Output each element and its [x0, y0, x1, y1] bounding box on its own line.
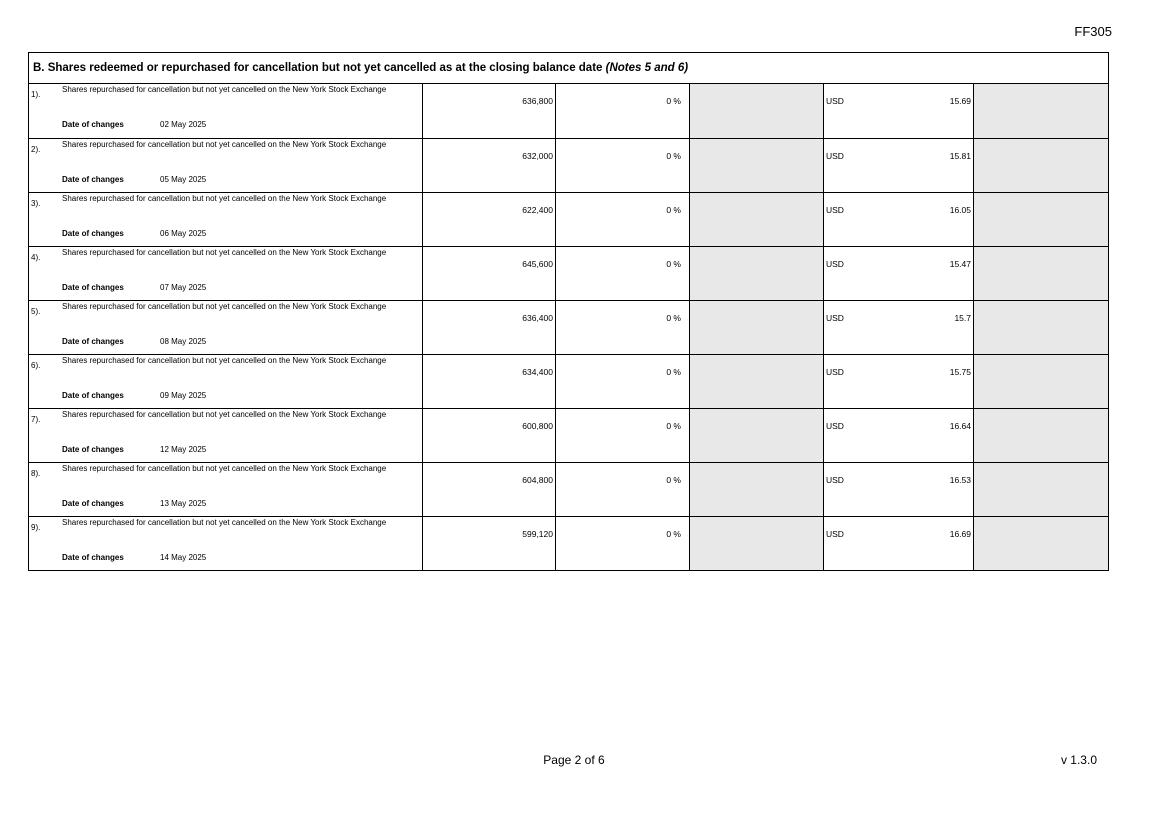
quantity-cell — [423, 409, 556, 462]
quantity-value: 636,800 — [522, 96, 553, 106]
date-of-changes-label: Date of changes — [62, 337, 124, 346]
price-cell — [824, 193, 974, 246]
date-of-changes-value: 14 May 2025 — [160, 553, 207, 562]
greyed-cell — [974, 409, 1108, 462]
row-number: 6). — [31, 361, 41, 370]
quantity-cell — [423, 247, 556, 300]
quantity-value: 645,600 — [522, 259, 553, 269]
currency-value: USD — [826, 475, 844, 485]
price-value: 15.47 — [949, 259, 971, 269]
date-of-changes-value: 07 May 2025 — [160, 283, 207, 292]
date-of-changes-label: Date of changes — [62, 553, 124, 562]
row-number: 3). — [31, 199, 41, 208]
percent-value: 0 % — [666, 421, 681, 431]
row-description: Shares repurchased for cancellation but not yet cancelled on the New York Stock Exchange — [62, 302, 387, 311]
table-rows — [29, 84, 1108, 570]
currency-value: USD — [826, 151, 844, 161]
form-code: FF305 — [1074, 24, 1112, 39]
currency-value: USD — [826, 205, 844, 215]
currency-value: USD — [826, 421, 844, 431]
description-cell — [29, 355, 423, 408]
price-cell — [824, 355, 974, 408]
percent-cell — [556, 247, 690, 300]
table-row — [29, 354, 1108, 408]
greyed-cell — [690, 139, 824, 192]
section-title-text: B. Shares redeemed or repurchased for cancellation but not yet cancelled as at the closing balance date — [33, 62, 603, 74]
date-of-changes-label: Date of changes — [62, 445, 124, 454]
currency-value: USD — [826, 259, 844, 269]
greyed-cell — [690, 193, 824, 246]
percent-cell — [556, 193, 690, 246]
greyed-cell — [690, 517, 824, 570]
price-value: 15.81 — [949, 151, 971, 161]
greyed-cell — [690, 84, 824, 138]
row-description: Shares repurchased for cancellation but not yet cancelled on the New York Stock Exchange — [62, 464, 387, 473]
description-cell — [29, 193, 423, 246]
row-number: 9). — [31, 523, 41, 532]
price-cell — [824, 409, 974, 462]
price-value: 15.7 — [954, 313, 971, 323]
quantity-value: 604,800 — [522, 475, 553, 485]
price-cell — [824, 247, 974, 300]
quantity-cell — [423, 139, 556, 192]
price-value: 16.05 — [949, 205, 971, 215]
price-cell — [824, 84, 974, 138]
table-row — [29, 138, 1108, 192]
table-row — [29, 462, 1108, 516]
price-cell — [824, 139, 974, 192]
date-of-changes-value: 05 May 2025 — [160, 175, 207, 184]
quantity-value: 634,400 — [522, 367, 553, 377]
description-cell — [29, 409, 423, 462]
date-of-changes-label: Date of changes — [62, 499, 124, 508]
table-row — [29, 300, 1108, 354]
price-cell — [824, 301, 974, 354]
row-number: 1). — [31, 90, 41, 99]
date-of-changes-label: Date of changes — [62, 283, 124, 292]
description-cell — [29, 84, 423, 138]
shares-table — [28, 52, 1109, 571]
percent-cell — [556, 355, 690, 408]
date-of-changes-label: Date of changes — [62, 120, 124, 129]
section-title-notes: (Notes 5 and 6) — [605, 62, 689, 74]
percent-cell — [556, 463, 690, 516]
percent-cell — [556, 139, 690, 192]
row-number: 8). — [31, 469, 41, 478]
currency-value: USD — [826, 529, 844, 539]
date-of-changes-value: 02 May 2025 — [160, 120, 207, 129]
percent-value: 0 % — [666, 475, 681, 485]
percent-value: 0 % — [666, 313, 681, 323]
percent-value: 0 % — [666, 96, 681, 106]
quantity-cell — [423, 517, 556, 570]
table-row — [29, 516, 1108, 570]
price-cell — [824, 463, 974, 516]
quantity-value: 622,400 — [522, 205, 553, 215]
greyed-cell — [974, 463, 1108, 516]
row-description: Shares repurchased for cancellation but not yet cancelled on the New York Stock Exchange — [62, 356, 387, 365]
greyed-cell — [974, 193, 1108, 246]
description-cell — [29, 139, 423, 192]
greyed-cell — [974, 517, 1108, 570]
row-description: Shares repurchased for cancellation but not yet cancelled on the New York Stock Exchange — [62, 518, 387, 527]
date-of-changes-label: Date of changes — [62, 391, 124, 400]
currency-value: USD — [826, 96, 844, 106]
greyed-cell — [690, 355, 824, 408]
percent-value: 0 % — [666, 367, 681, 377]
greyed-cell — [690, 247, 824, 300]
quantity-value: 636,400 — [522, 313, 553, 323]
percent-cell — [556, 301, 690, 354]
section-title — [29, 53, 1108, 84]
description-cell — [29, 301, 423, 354]
row-number: 5). — [31, 307, 41, 316]
greyed-cell — [974, 84, 1108, 138]
greyed-cell — [690, 409, 824, 462]
date-of-changes-value: 06 May 2025 — [160, 229, 207, 238]
row-number: 4). — [31, 253, 41, 262]
greyed-cell — [690, 463, 824, 516]
date-of-changes-value: 08 May 2025 — [160, 337, 207, 346]
percent-cell — [556, 84, 690, 138]
date-of-changes-value: 13 May 2025 — [160, 499, 207, 508]
quantity-value: 599,120 — [522, 529, 553, 539]
table-row — [29, 192, 1108, 246]
price-value: 15.75 — [949, 367, 971, 377]
quantity-cell — [423, 301, 556, 354]
quantity-cell — [423, 355, 556, 408]
table-row — [29, 84, 1108, 138]
currency-value: USD — [826, 313, 844, 323]
date-of-changes-label: Date of changes — [62, 229, 124, 238]
quantity-value: 632,000 — [522, 151, 553, 161]
date-of-changes-label: Date of changes — [62, 175, 124, 184]
greyed-cell — [974, 355, 1108, 408]
price-value: 16.69 — [949, 529, 971, 539]
page-number: Page 2 of 6 — [543, 753, 605, 767]
greyed-cell — [974, 247, 1108, 300]
currency-value: USD — [826, 367, 844, 377]
date-of-changes-value: 12 May 2025 — [160, 445, 207, 454]
description-cell — [29, 463, 423, 516]
price-value: 16.64 — [949, 421, 971, 431]
row-description: Shares repurchased for cancellation but not yet cancelled on the New York Stock Exchange — [62, 194, 387, 203]
greyed-cell — [974, 139, 1108, 192]
table-row — [29, 408, 1108, 462]
row-description: Shares repurchased for cancellation but not yet cancelled on the New York Stock Exchange — [62, 410, 387, 419]
price-cell — [824, 517, 974, 570]
percent-value: 0 % — [666, 151, 681, 161]
percent-value: 0 % — [666, 259, 681, 269]
percent-cell — [556, 517, 690, 570]
quantity-cell — [423, 84, 556, 138]
row-description: Shares repurchased for cancellation but not yet cancelled on the New York Stock Exchange — [62, 140, 387, 149]
row-description: Shares repurchased for cancellation but not yet cancelled on the New York Stock Exchange — [62, 85, 387, 94]
row-number: 7). — [31, 415, 41, 424]
description-cell — [29, 517, 423, 570]
table-row — [29, 246, 1108, 300]
quantity-cell — [423, 463, 556, 516]
price-value: 15.69 — [949, 96, 971, 106]
date-of-changes-value: 09 May 2025 — [160, 391, 207, 400]
row-description: Shares repurchased for cancellation but not yet cancelled on the New York Stock Exchange — [62, 248, 387, 257]
greyed-cell — [974, 301, 1108, 354]
quantity-value: 600,800 — [522, 421, 553, 431]
percent-cell — [556, 409, 690, 462]
quantity-cell — [423, 193, 556, 246]
percent-value: 0 % — [666, 529, 681, 539]
greyed-cell — [690, 301, 824, 354]
price-value: 16.53 — [949, 475, 971, 485]
description-cell — [29, 247, 423, 300]
percent-value: 0 % — [666, 205, 681, 215]
version-label: v 1.3.0 — [1060, 753, 1097, 767]
row-number: 2). — [31, 145, 41, 154]
